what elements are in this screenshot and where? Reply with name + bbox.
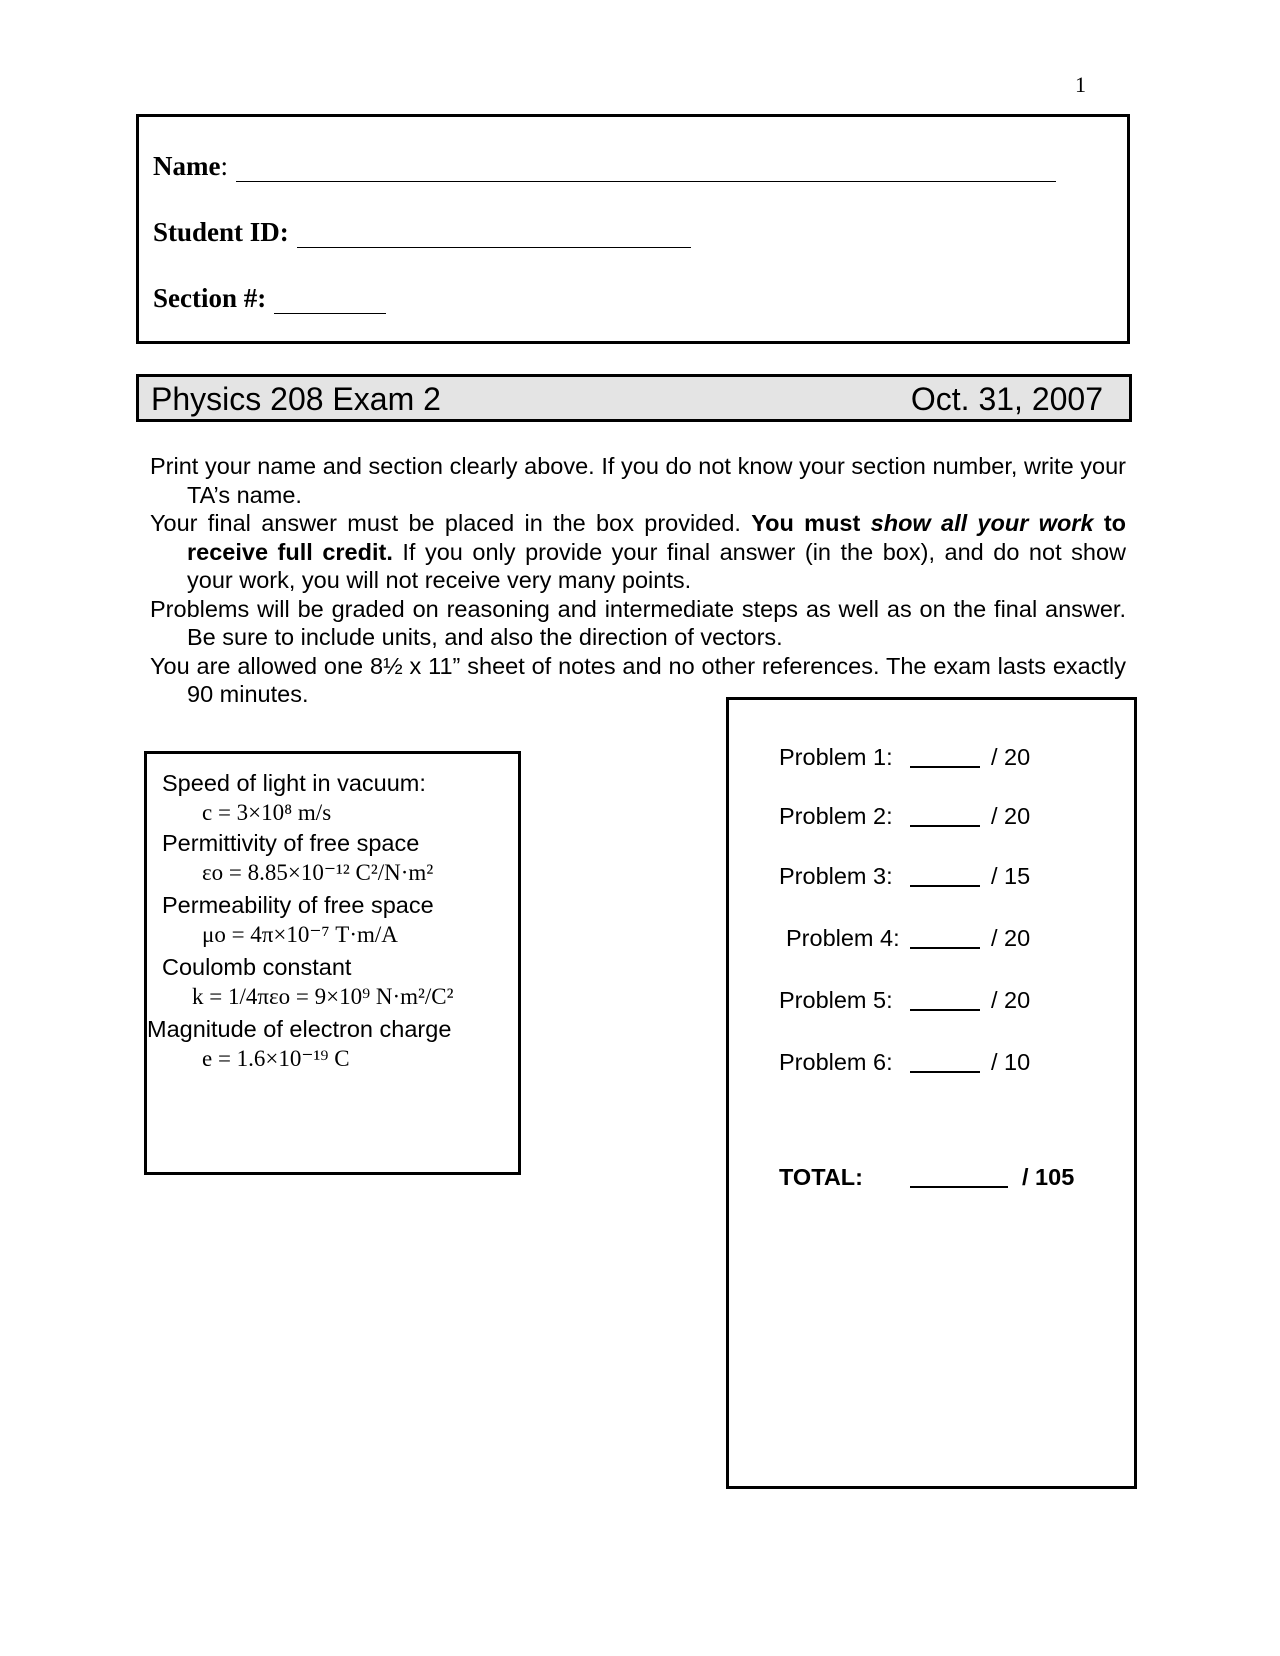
instruction-name-section: Print your name and section clearly above. If you do not know your section number, write your TA’s name. <box>150 453 1126 508</box>
name-row <box>153 151 1056 182</box>
score-box <box>726 697 1137 1489</box>
score-blank[interactable] <box>910 825 980 827</box>
score-max: / 20 <box>991 987 1031 1013</box>
instruction-final-answer: Your final answer must be placed in the box provided. You must show all your work to receive full credit. If you only provide your final answer (in the box), and do not show your work, you will not receive very many points. <box>150 510 1127 593</box>
score-max: / 10 <box>991 1049 1031 1075</box>
instructions <box>150 452 1126 709</box>
constant-formula: k = 1/4πεo = 9×10⁹ N·m²/C² <box>192 984 454 1009</box>
score-blank[interactable] <box>910 1071 980 1073</box>
section-row <box>153 283 386 314</box>
score-blank[interactable] <box>910 1009 980 1011</box>
constant-formula: e = 1.6×10⁻¹⁹ C <box>202 1046 350 1071</box>
student-info-box <box>136 114 1130 344</box>
page-number: 1 <box>1075 72 1086 97</box>
section-label: Section #: <box>153 283 267 313</box>
constants-box <box>144 751 521 1175</box>
score-label: Problem 4: <box>786 925 900 951</box>
score-blank[interactable] <box>910 766 980 768</box>
constant-label: Permittivity of free space <box>162 830 420 856</box>
constant-label: Permeability of free space <box>162 892 434 918</box>
score-blank[interactable] <box>910 885 980 887</box>
constant-formula: c = 3×10⁸ m/s <box>202 800 332 825</box>
score-label: Problem 5: <box>779 987 893 1013</box>
name-input-line[interactable] <box>236 159 1056 182</box>
total-max: / 105 <box>1022 1164 1075 1190</box>
score-max: / 15 <box>991 863 1031 889</box>
total-blank[interactable] <box>910 1186 1008 1188</box>
score-label: Problem 2: <box>779 803 893 829</box>
exam-date: Oct. 31, 2007 <box>910 381 1103 417</box>
score-max: / 20 <box>991 744 1031 770</box>
constant-label: Magnitude of electron charge <box>147 1016 452 1042</box>
constant-label: Speed of light in vacuum: <box>162 770 426 796</box>
instruction-grading: Problems will be graded on reasoning and intermediate steps as well as on the final answer. Be sure to include units, and also the direction of vectors. <box>150 595 1126 650</box>
section-input-line[interactable] <box>274 291 386 314</box>
instruction-notes-time: You are allowed one 8½ x 11” sheet of notes and no other references. The exam lasts exactly 90 minutes. <box>150 652 1126 707</box>
student-id-row <box>153 217 691 248</box>
constant-label: Coulomb constant <box>162 954 352 980</box>
constant-formula: μo = 4π×10⁻⁷ T·m/A <box>202 922 398 947</box>
constant-formula: εo = 8.85×10⁻¹² C²/N·m² <box>202 860 434 885</box>
exam-title: Physics 208 Exam 2 <box>151 381 441 417</box>
student-id-input-line[interactable] <box>297 225 691 248</box>
name-label: Name: <box>153 151 228 181</box>
score-label: Problem 3: <box>779 863 893 889</box>
total-label: TOTAL: <box>779 1164 863 1190</box>
exam-title-bar <box>136 374 1132 422</box>
student-id-label: Student ID: <box>153 217 289 247</box>
score-label: Problem 1: <box>779 744 893 770</box>
score-blank[interactable] <box>910 947 980 949</box>
score-max: / 20 <box>991 803 1031 829</box>
score-label: Problem 6: <box>779 1049 893 1075</box>
score-max: / 20 <box>991 925 1031 951</box>
